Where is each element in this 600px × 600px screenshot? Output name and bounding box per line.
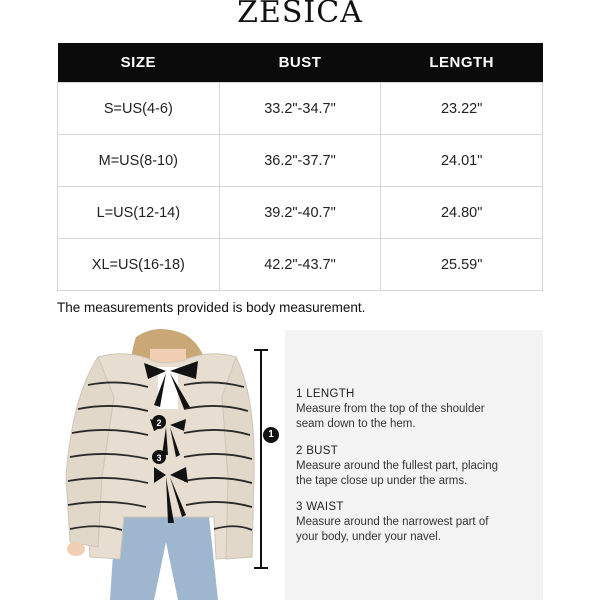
guide-item-desc-line: Measure around the narrowest part of bbox=[296, 516, 489, 528]
size-chart-table bbox=[57, 43, 543, 291]
cell-length: 25.59" bbox=[381, 239, 543, 291]
table-row bbox=[58, 187, 543, 239]
waist-badge bbox=[152, 450, 166, 464]
guide-item-desc-line: the tape close up under the arms. bbox=[296, 474, 468, 487]
cell-size: XL=US(16-18) bbox=[58, 239, 220, 291]
bust-badge bbox=[152, 415, 166, 429]
cell-size: L=US(12-14) bbox=[58, 187, 220, 239]
guide-item-desc-line: your body, under your navel. bbox=[296, 530, 441, 543]
measurement-guide-panel bbox=[285, 330, 543, 600]
model-photo bbox=[58, 327, 258, 600]
cell-bust: 42.2"-43.7" bbox=[219, 239, 381, 291]
guide-item-bust bbox=[296, 444, 536, 488]
guide-item-title: 1 LENGTH bbox=[296, 388, 355, 400]
measurement-note: The measurements provided is body measurement. bbox=[57, 300, 366, 315]
header-length: LENGTH bbox=[381, 43, 543, 83]
table-header-row bbox=[58, 43, 543, 83]
cardigan-illustration bbox=[58, 327, 258, 600]
length-measure-line bbox=[260, 350, 262, 568]
cell-bust: 36.2"-37.7" bbox=[219, 135, 381, 187]
length-line-bottom bbox=[254, 567, 268, 569]
cell-length: 24.01" bbox=[381, 135, 543, 187]
length-badge: 1 bbox=[263, 427, 279, 443]
brand-logo: ZESICA bbox=[237, 0, 363, 30]
guide-item-title: 2 BUST bbox=[296, 445, 339, 457]
header-size: SIZE bbox=[58, 43, 220, 83]
guide-item-waist bbox=[296, 500, 536, 544]
hand bbox=[67, 542, 85, 556]
svg-text:3: 3 bbox=[156, 453, 162, 463]
header-bust: BUST bbox=[219, 43, 381, 83]
cell-bust: 33.2"-34.7" bbox=[219, 83, 381, 135]
guide-item-desc-line: seam down to the hem. bbox=[296, 417, 416, 430]
table-row bbox=[58, 83, 543, 135]
table-row bbox=[58, 239, 543, 291]
table-row bbox=[58, 135, 543, 187]
cell-length: 23.22" bbox=[381, 83, 543, 135]
guide-item-title: 3 WAIST bbox=[296, 501, 344, 513]
cell-size: S=US(4-6) bbox=[58, 83, 220, 135]
guide-item-length bbox=[296, 387, 536, 431]
guide-item-desc-line: Measure around the fullest part, placing bbox=[296, 460, 499, 472]
cell-size: M=US(8-10) bbox=[58, 135, 220, 187]
guide-item-desc-line: Measure from the top of the shoulder bbox=[296, 403, 485, 415]
jeans bbox=[110, 507, 218, 600]
svg-text:2: 2 bbox=[156, 418, 162, 428]
cell-length: 24.80" bbox=[381, 187, 543, 239]
cell-bust: 39.2"-40.7" bbox=[219, 187, 381, 239]
